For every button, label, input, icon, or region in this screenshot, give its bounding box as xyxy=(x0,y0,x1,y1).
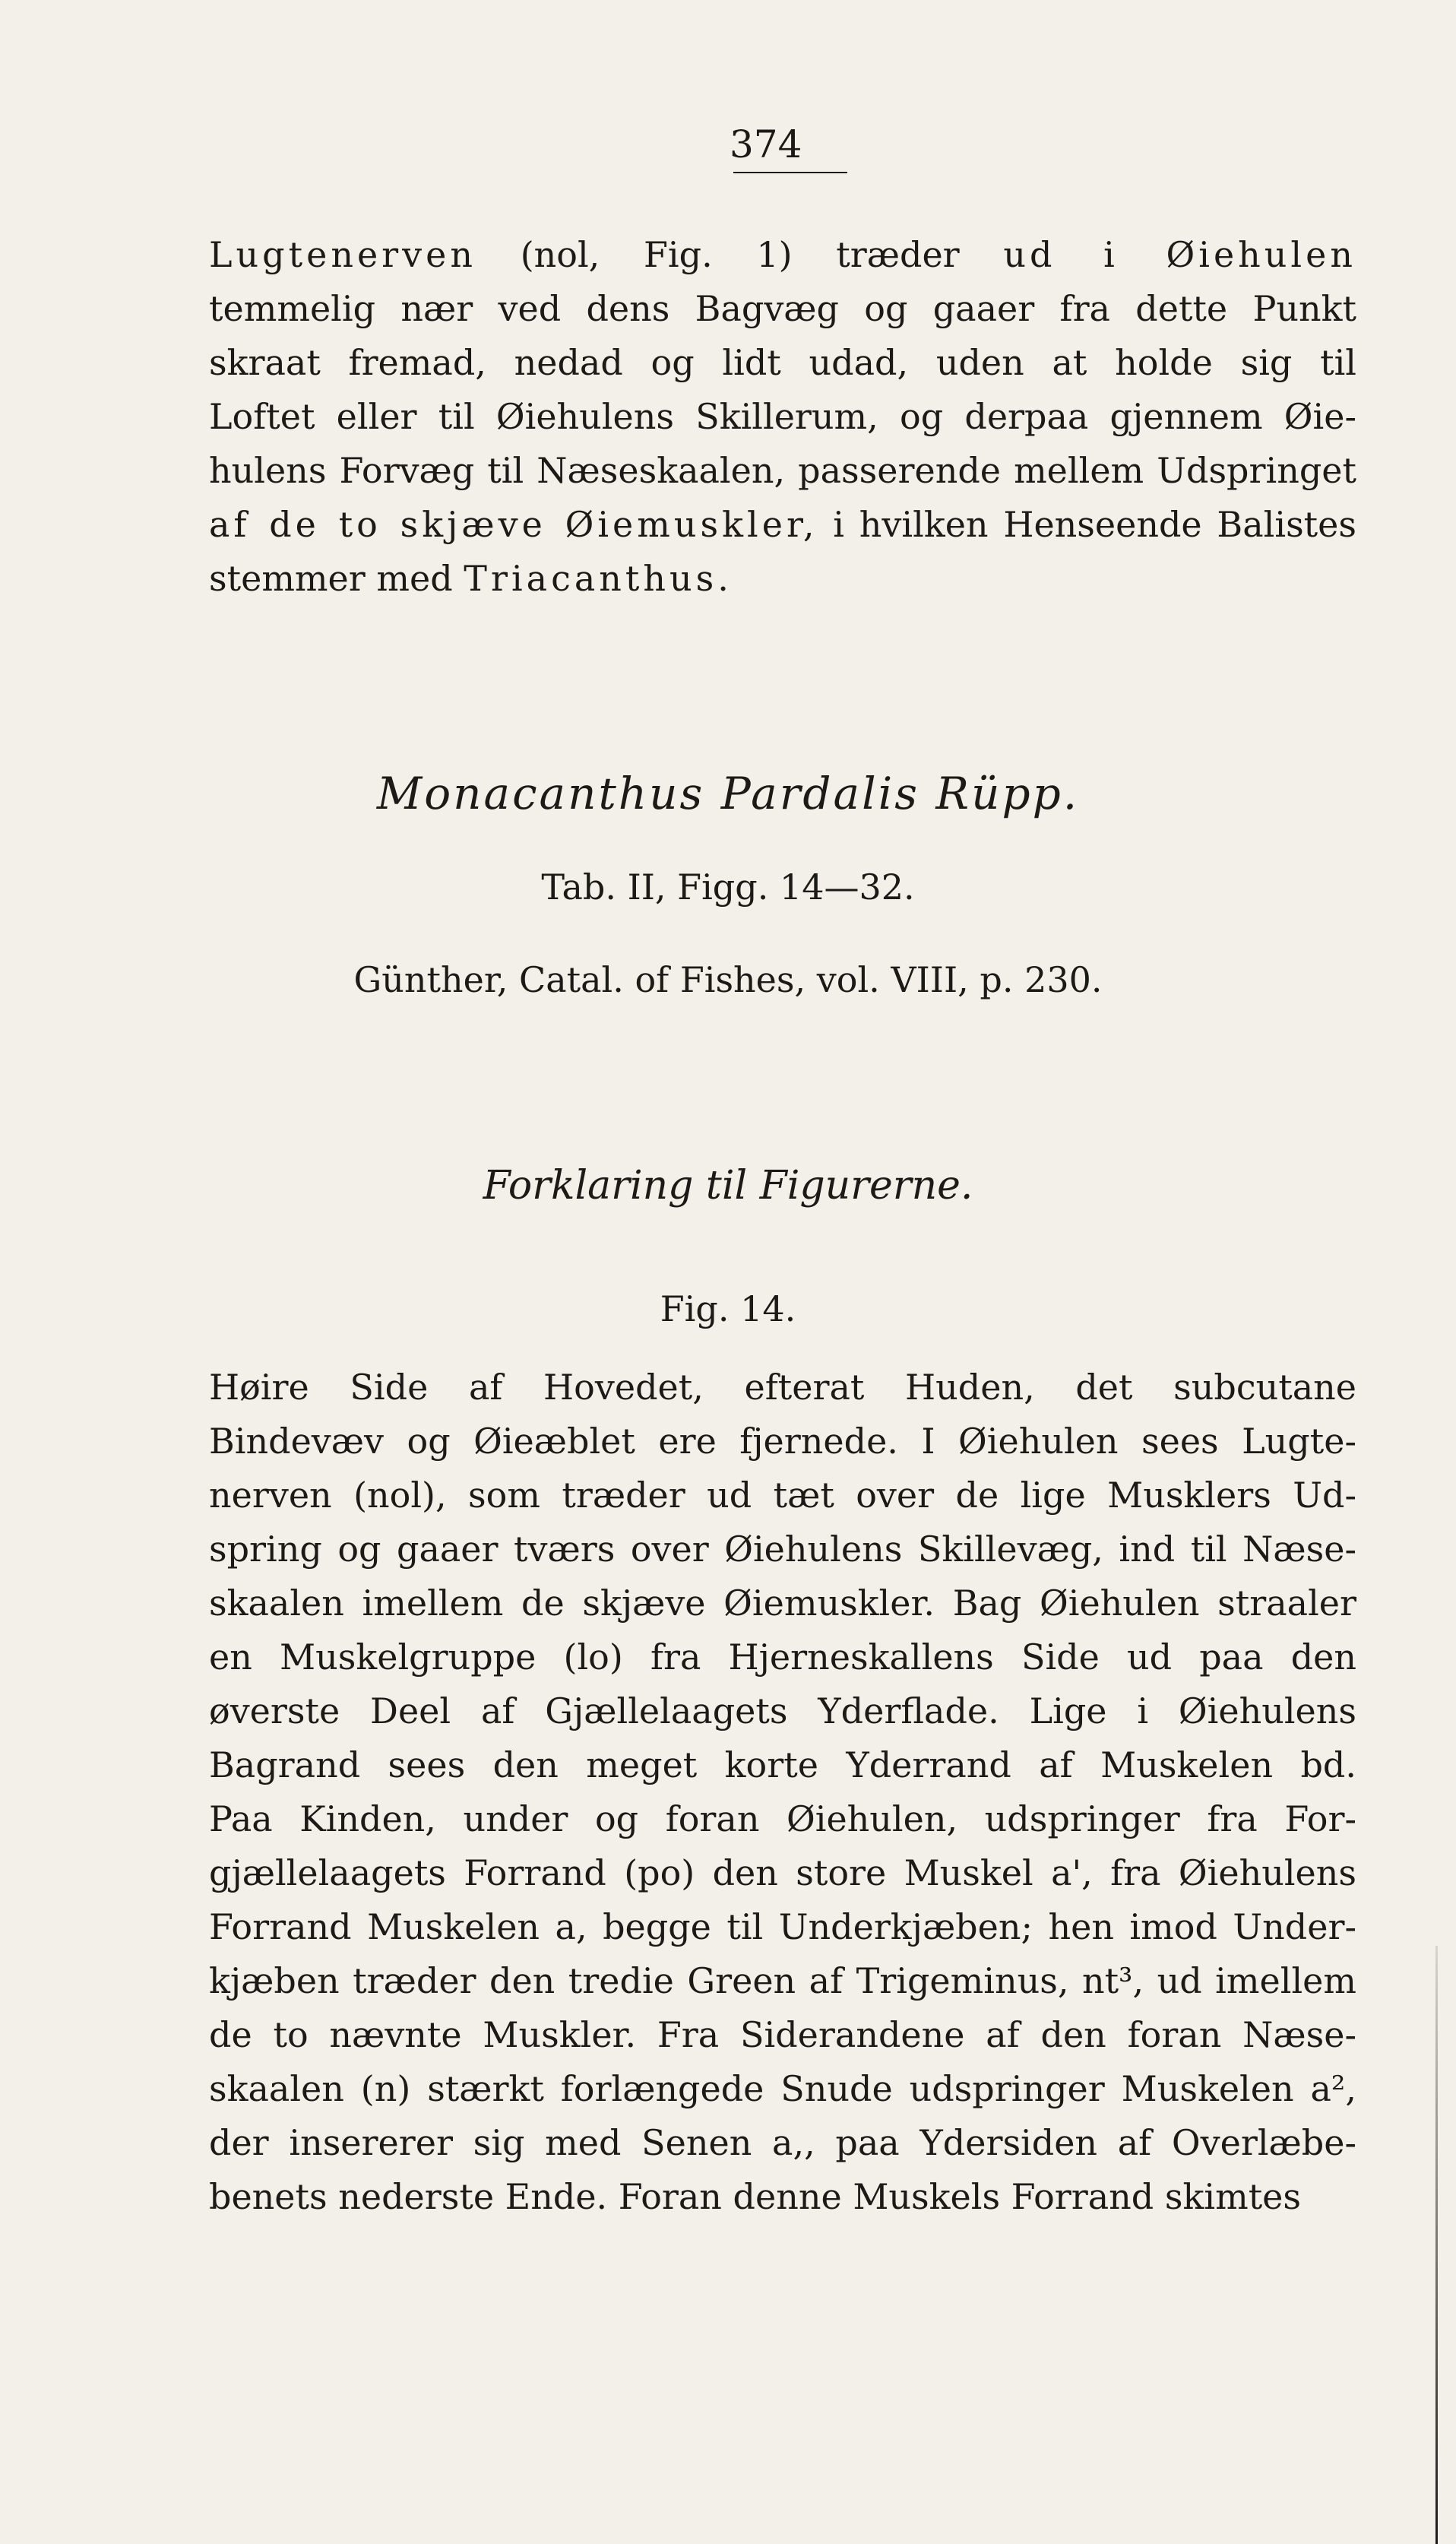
text-line xyxy=(209,228,1356,282)
text-line: skaalen imellem de skjæve Øiemuskler. Bag Øiehulen straaler xyxy=(209,1582,1356,1624)
spaced-text-segment: ud i Øiehulen xyxy=(1003,234,1356,275)
text-line: benets nederste Ende. Foran denne Muskels Forrand skimtes xyxy=(209,2176,1302,2217)
paragraph-1 xyxy=(209,228,1356,606)
page-number: 374 xyxy=(730,122,802,166)
text-line: øverste Deel af Gjællelaagets Yderflade. Lige i Øiehulens xyxy=(209,1690,1356,1731)
literature-reference: Günther, Catal. of Fishes, vol. VIII, p. 230. xyxy=(353,959,1103,1000)
species-heading: Monacanthus Pardalis Rüpp. xyxy=(376,768,1080,819)
text-line xyxy=(209,552,1356,606)
section-heading: Forklaring til Figurerne. xyxy=(483,1163,973,1209)
text-line: en Muskelgruppe (lo) fra Hjerneskallens Side ud paa den xyxy=(209,1636,1356,1678)
spaced-text-segment: af de to skjæve Øiemuskler, xyxy=(209,504,818,545)
text-line: Forrand Muskelen a, begge til Underkjæben; hen imod Under- xyxy=(209,1906,1356,1947)
page-edge-mark xyxy=(1435,1946,1438,2544)
text-line xyxy=(209,498,1356,552)
text-line: Paa Kinden, under og foran Øiehulen, udspringer fra For- xyxy=(209,1798,1356,1839)
text-line xyxy=(209,336,1356,390)
text-segment: i hvilken Henseende Balistes xyxy=(818,504,1356,545)
spaced-text-segment: Lugtenerven xyxy=(209,234,477,275)
text-segment: . xyxy=(717,558,729,599)
text-line: der insererer sig med Senen a,, paa Ydersiden af Overlæbe- xyxy=(209,2122,1356,2163)
page-number-rule xyxy=(733,172,847,173)
spaced-text-segment: Triacanthus xyxy=(464,558,718,599)
text-line: skaalen (n) stærkt forlængede Snude udspringer Muskelen a², xyxy=(209,2068,1356,2109)
text-line: Bindevæv og Øieæblet ere fjernede. I Øiehulen sees Lugte- xyxy=(209,1421,1356,1462)
text-line: spring og gaaer tværs over Øiehulens Skillevæg, ind til Næse- xyxy=(209,1529,1356,1570)
text-line: gjællelaagets Forrand (po) den store Muskel a', fra Øiehulens xyxy=(209,1852,1356,1893)
text-segment: skraat fremad, nedad og lidt udad, uden at holde sig til xyxy=(209,342,1356,383)
text-segment: hulens Forvæg til Næseskaalen, passerende mellem Udspringet xyxy=(209,450,1356,491)
paragraph-2 xyxy=(209,1361,1356,2224)
text-line: de to nævnte Muskler. Fra Siderandene af den foran Næse- xyxy=(209,2014,1356,2055)
text-line: nerven (nol), som træder ud tæt over de lige Musklers Ud- xyxy=(209,1475,1356,1516)
text-segment: stemmer med xyxy=(209,558,464,599)
text-line xyxy=(209,390,1356,444)
figure-label: Fig. 14. xyxy=(660,1288,796,1329)
text-line: kjæben træder den tredie Green af Trigeminus, nt³, ud imellem xyxy=(209,1960,1356,2001)
text-line xyxy=(209,282,1356,336)
tab-reference: Tab. II, Figg. 14—32. xyxy=(541,866,915,908)
text-segment: temmelig nær ved dens Bagvæg og gaaer fra dette Punkt xyxy=(209,288,1356,329)
text-line: Høire Side af Hovedet, efterat Huden, det subcutane xyxy=(209,1367,1356,1408)
text-line xyxy=(209,444,1356,498)
text-line: Bagrand sees den meget korte Yderrand af Muskelen bd. xyxy=(209,1744,1356,1785)
text-segment: Loftet eller til Øiehulens Skillerum, og derpaa gjennem Øie- xyxy=(209,396,1356,437)
text-segment: (nol, Fig. 1) træder xyxy=(476,234,1004,275)
